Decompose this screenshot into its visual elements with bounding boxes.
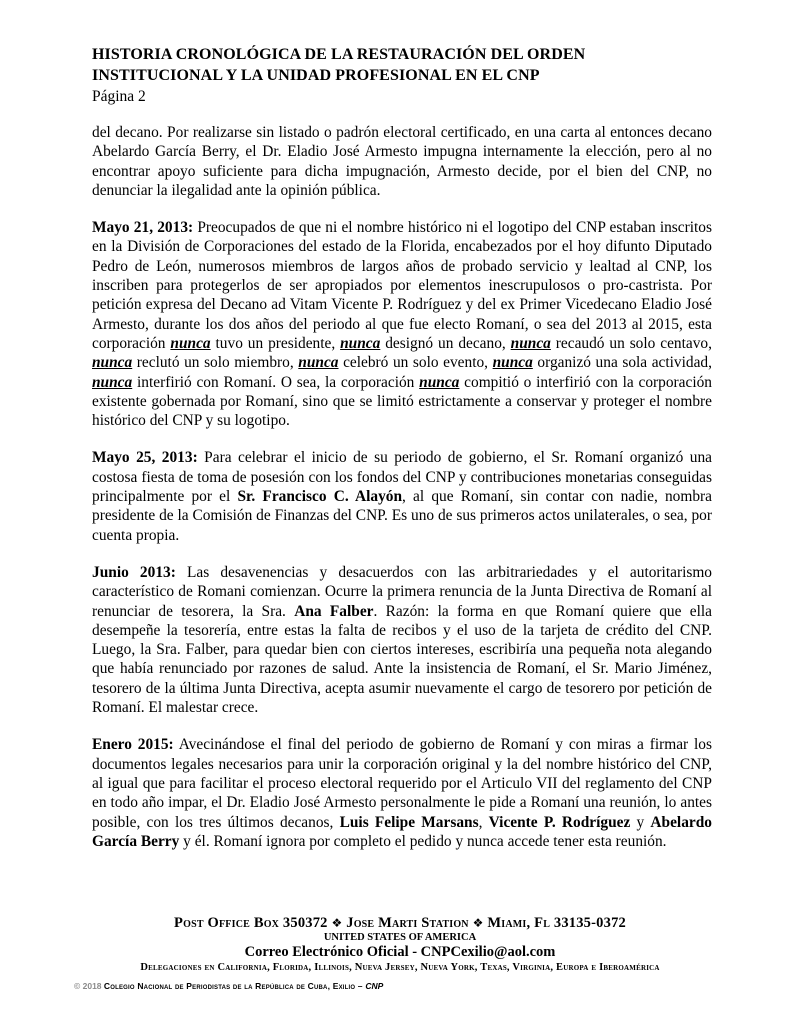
page-number-label: Página 2: [92, 88, 146, 105]
text-run: reclutó un solo miembro,: [132, 354, 299, 372]
text-run-b: Abelardo García Berry: [92, 813, 712, 850]
text-run: , al que Romaní, sin contar con nadie, nombra presidente de la Comisión de Finanzas del CNP. Es uno de sus primeros actos unilaterales, o sea, por cuenta propia.: [92, 488, 712, 544]
text-run: ,: [478, 813, 489, 831]
text-run-b: Sr. Francisco C. Alayón: [237, 488, 403, 506]
copyright-run-scb: –: [355, 981, 366, 991]
text-run-nunca: nunca: [419, 373, 460, 391]
copyright-run-it: CNP: [365, 981, 384, 991]
document-footer: [0, 915, 800, 974]
text-run: Avecinándose el final del periodo de gobierno de Romaní y con miras a firmar los documentos legales necesarios para unir la corporación original y la del nombre histórico del CNP, al igual que para facilitar el proceso electoral requerido por el Articulo VII del reglamento del CNP en todo año impar, el Dr. Eladio José Armesto personalmente le pide a Romaní una reunión, lo antes posible, con los tres últimos decanos,: [92, 736, 712, 831]
document-content: [92, 44, 712, 869]
text-run: y: [630, 813, 651, 831]
text-run-b: Mayo 25, 2013:: [92, 449, 198, 467]
footer-email-line: Correo Electrónico Oficial - CNPCexilio@aol.com: [244, 944, 556, 960]
text-run-nunca: nunca: [92, 373, 133, 391]
paragraph: [92, 218, 712, 430]
text-run: celebró un solo evento,: [338, 354, 493, 372]
footer-delegations-line: Delegaciones en California, Florida, Illinois, Nueva Jersey, Nueva York, Texas, Virginia, Europa e Iberoamérica: [140, 962, 660, 973]
text-run: organizó una sola actividad,: [532, 354, 712, 372]
text-run: y él. Romaní ignora por completo el pedido y nunca accede tener esta reunión.: [179, 832, 667, 850]
paragraph: [92, 123, 712, 200]
paragraph: [92, 448, 712, 544]
text-run-nunca: nunca: [340, 334, 381, 352]
text-run: Para celebrar el inicio de su periodo de gobierno, el Sr. Romaní organizó una costosa fiesta de toma de posesión con los fondos del CNP y contribuciones monetarias conseguidas principalmente por el: [92, 449, 712, 506]
paragraph: [92, 563, 712, 717]
text-run: del decano. Por realizarse sin listado o padrón electoral certificado, en una carta al entonces decano Abelardo García Berry, el Dr. Eladio José Armesto impugna internamente la elección, pero al no encontrar apoyo suficiente para dicha impugnación, Armesto decide, por el bien del CNP, no denunciar la ilegalidad ante la opinión pública.: [92, 124, 712, 199]
text-run-nunca: nunca: [298, 354, 339, 372]
text-run: Preocupados de que ni el nombre histórico ni el logotipo del CNP estaban inscritos en la División de Corporaciones del estado de la Florida, encabezados por el hoy difunto Diputado Pedro de León, numerosos miembros de largos años de probado servicio y lealtad al CNP, los inscriben para protegerlos de ser apropiados por elementos inescrupulosos o pro-castrista. Por petición expresa del Decano ad Vitam Vicente P. Rodríguez y del ex Primer Vicedecano Eladio José Armesto, durante los dos años del periodo al que fue electo Romaní, o sea del 2013 al 2015, esta corporación: [92, 219, 712, 352]
text-run-b: Vicente P. Rodríguez: [488, 813, 631, 831]
copyright-run-muted: © 2018: [74, 981, 104, 991]
text-run-nunca: nunca: [492, 354, 533, 372]
text-run: interfirió con Romaní. O sea, la corporación: [132, 373, 420, 391]
text-run-b: Enero 2015:: [92, 736, 174, 754]
text-run: designó un decano,: [380, 334, 511, 352]
document-body: [92, 123, 712, 851]
text-run-b: Luis Felipe Marsans: [339, 813, 479, 831]
paragraph: [92, 735, 712, 851]
diamond-icon: ❖: [331, 916, 343, 930]
text-run: compitió o interfirió con la corporación existente gobernada por Romaní, sino que se limitó estrictamente a conservar y proteger el nombre histórico del CNP y su logotipo.: [92, 373, 712, 430]
footer-po-box: Post Office Box 350372: [174, 915, 332, 931]
footer-city-zip: Miami, Fl 33135-0372: [483, 915, 626, 931]
text-run-nunca: nunca: [510, 334, 551, 352]
text-run: recaudó un solo centavo,: [550, 334, 712, 352]
diamond-icon: ❖: [472, 916, 484, 930]
text-run-nunca: nunca: [92, 354, 133, 372]
text-run: tuvo un presidente,: [210, 334, 341, 352]
document-title-line-2: INSTITUCIONAL Y LA UNIDAD PROFESIONAL EN EL CNP: [92, 67, 540, 84]
text-run: . Razón: la forma en que Romaní quiere que ella desempeñe la tesorería, entre estas la falta de recibos y el uso de la tarjeta de crédito del CNP. Luego, la Sra. Falber, para quedar bien con ciertos intereses, escribiría una pequeña nota alegando que había renunciado por razones de salud. Ante la insistencia de Romaní, el Sr. Mario Jiménez, tesorero de la última Junta Directiva, acepta asumir nuevamente el cargo de tesorero por petición de Romaní. El malestar crece.: [92, 602, 712, 717]
text-run-b: Mayo 21, 2013:: [92, 219, 194, 237]
text-run-b: Junio 2013:: [92, 563, 176, 581]
footer-address-line: [0, 915, 800, 932]
text-run: Las desavenencias y desacuerdos con las arbitrariedades y el autoritarismo característico de Romani comienzan. Ocurre la primera renuncia de la Junta Directiva de Romaní al renunciar de tesorera, la Sra.: [92, 563, 713, 620]
copyright-line: [74, 981, 383, 991]
text-run-nunca: nunca: [170, 334, 211, 352]
footer-station: Jose Marti Station: [342, 915, 473, 931]
copyright-run-scb: Colegio Nacional de Periodistas de la República de Cuba, Exilio: [103, 981, 356, 991]
document-header: [92, 44, 712, 107]
document-title-line-1: HISTORIA CRONOLÓGICA DE LA RESTAURACIÓN DEL ORDEN: [92, 46, 586, 63]
footer-country-line: UNITED STATES OF AMERICA: [323, 932, 477, 943]
text-run-b: Ana Falber: [294, 602, 374, 620]
